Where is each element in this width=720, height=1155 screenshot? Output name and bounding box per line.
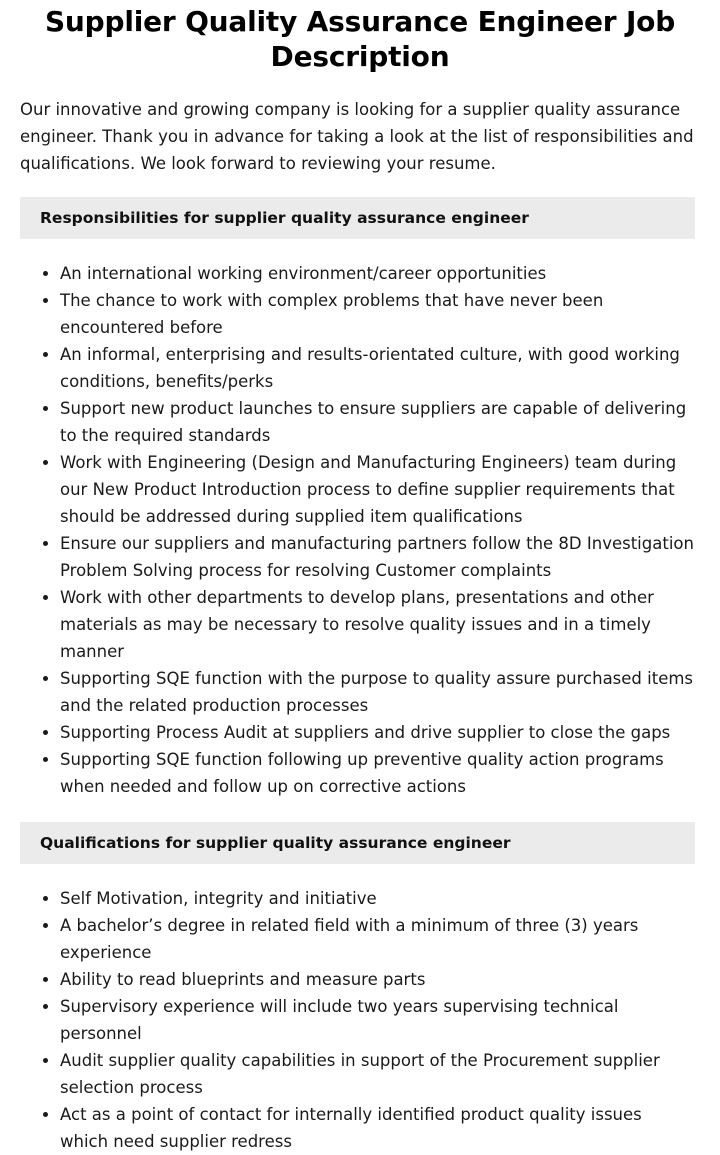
list-item: Audit supplier quality capabilities in support of the Procurement supplier selection process [60,1047,695,1101]
list-item: Self Motivation, integrity and initiative [60,885,695,912]
qualifications-heading: Qualifications for supplier quality assurance engineer [20,822,695,864]
list-item: Supporting Process Audit at suppliers and drive supplier to close the gaps [60,719,695,746]
responsibilities-heading: Responsibilities for supplier quality assurance engineer [20,197,695,239]
list-item: Support new product launches to ensure suppliers are capable of delivering to the required standards [60,395,695,449]
list-item: Act as a point of contact for internally identified product quality issues which need supplier redress [60,1101,695,1155]
list-item: A bachelor’s degree in related field with a minimum of three (3) years experience [60,912,695,966]
list-item: Supporting SQE function with the purpose to quality assure purchased items and the related production processes [60,665,695,719]
intro-paragraph: Our innovative and growing company is looking for a supplier quality assurance engineer. Thank you in advance for taking a look at the list of responsibilities and qualifications. We look forward to reviewing your resume. [20,100,694,173]
page-title: Supplier Quality Assurance Engineer Job Description [44,5,676,73]
list-item: Work with other departments to develop plans, presentations and other materials as may be necessary to resolve quality issues and in a timely manner [60,584,695,665]
responsibilities-list [0,260,720,800]
list-item: Supervisory experience will include two years supervising technical personnel [60,993,695,1047]
list-item: Supporting SQE function following up preventive quality action programs when needed and follow up on corrective actions [60,746,695,800]
list-item: Ensure our suppliers and manufacturing partners follow the 8D Investigation Problem Solving process for resolving Customer complaints [60,530,695,584]
list-item: The chance to work with complex problems that have never been encountered before [60,287,695,341]
qualifications-list [0,885,720,1155]
list-item: Ability to read blueprints and measure parts [60,966,695,993]
list-item: An informal, enterprising and results-orientated culture, with good working conditions, benefits/perks [60,341,695,395]
list-item: Work with Engineering (Design and Manufacturing Engineers) team during our New Product Introduction process to define supplier requirements that should be addressed during supplied item qualifications [60,449,695,530]
list-item: An international working environment/career opportunities [60,260,695,287]
